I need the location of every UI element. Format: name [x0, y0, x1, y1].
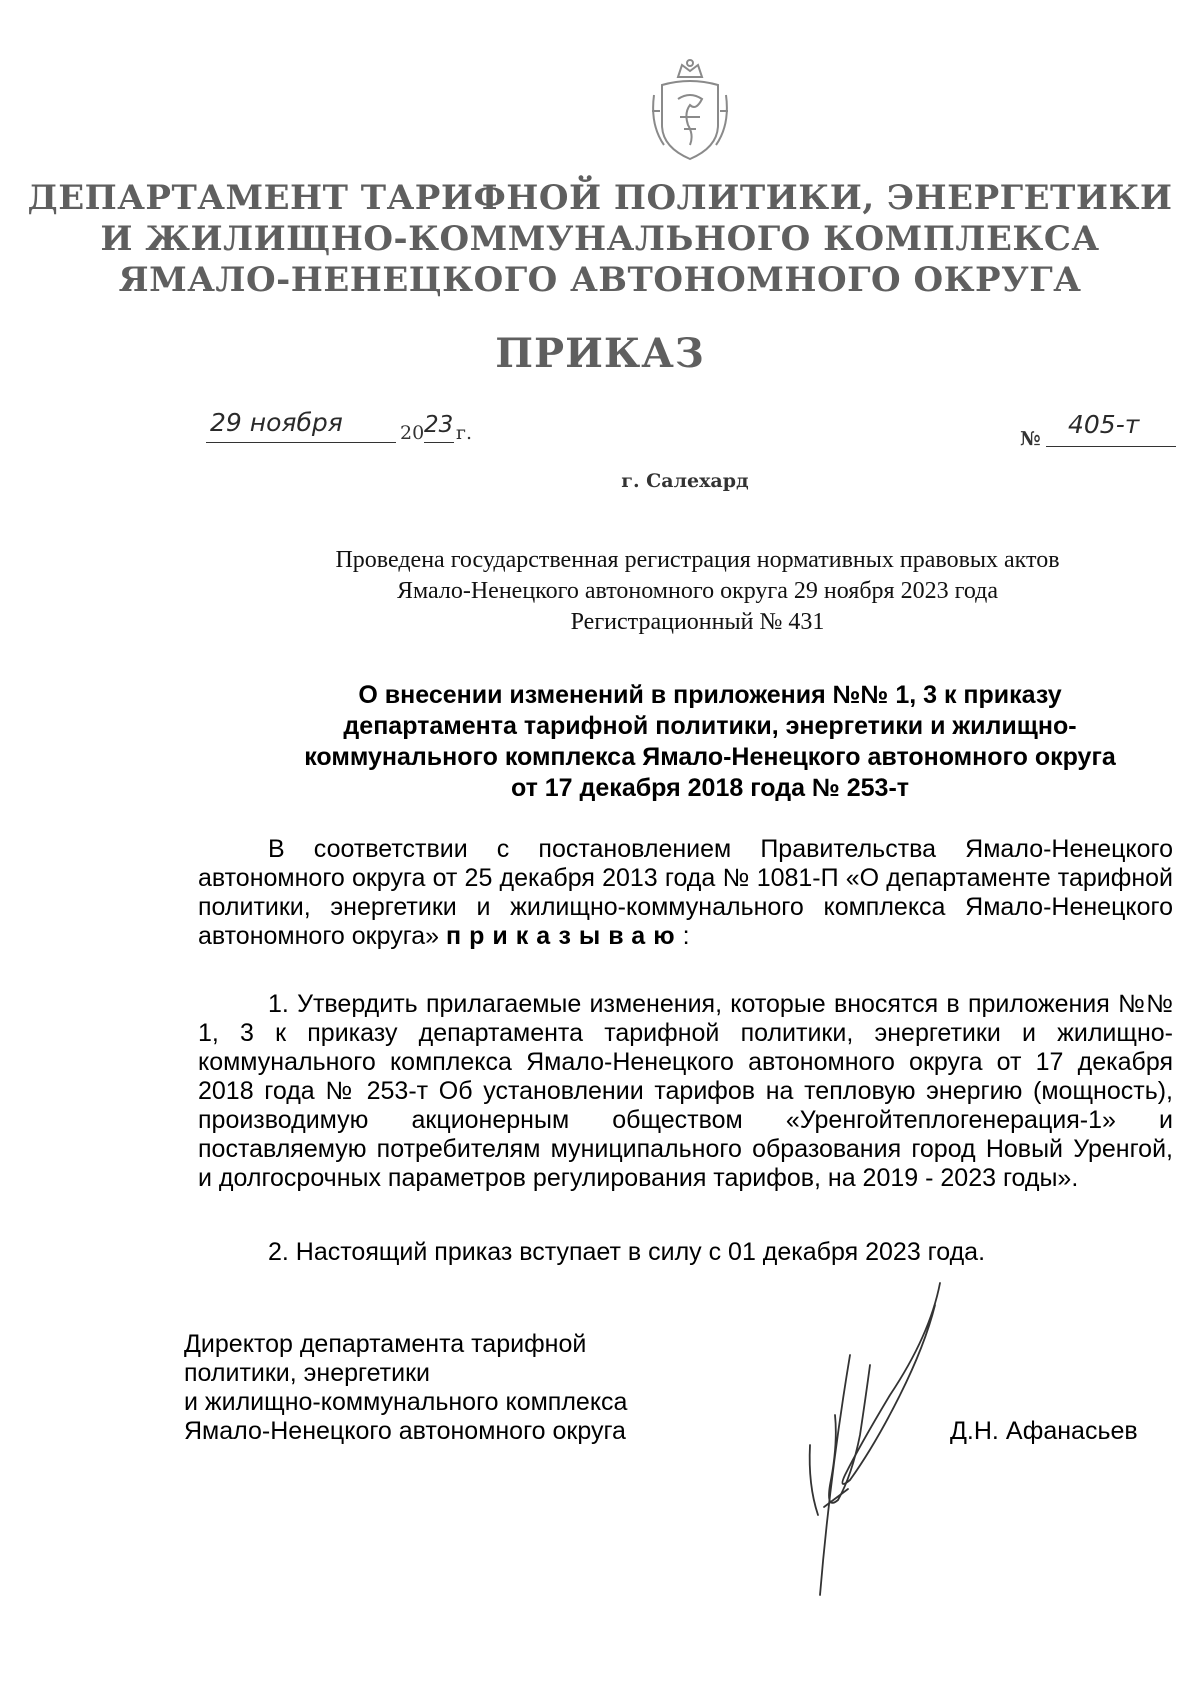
- signatory-position: [184, 1330, 744, 1446]
- signatory-position-line-2: политики, энергетики: [184, 1359, 430, 1387]
- signatory-position-line-1: Директор департамента тарифной: [184, 1330, 587, 1358]
- department-name-line-1: ДЕПАРТАМЕНТ ТАРИФНОЙ ПОЛИТИКИ, ЭНЕРГЕТИКИ: [27, 178, 1173, 218]
- registration-line-1: Проведена государственная регистрация нормативных правовых актов: [335, 547, 1060, 573]
- subject-line-3: коммунального комплекса Ямало-Ненецкого автономного округа: [304, 743, 1116, 771]
- preamble-end: :: [682, 922, 690, 950]
- registration-line-3: Регистрационный № 431: [570, 609, 825, 635]
- subject-line-4: от 17 декабря 2018 года № 253-т: [510, 774, 910, 802]
- order-word: приказываю: [446, 922, 683, 950]
- handwritten-order-number: 405-т: [1068, 410, 1140, 439]
- city: г. Салехард: [621, 470, 749, 492]
- coat-of-arms-emblem: [648, 55, 732, 163]
- year-unit: г.: [456, 422, 472, 444]
- department-name-line-2: И ЖИЛИЩНО-КОММУНАЛЬНОГО КОМПЛЕКСА: [100, 219, 1100, 259]
- handwritten-year: 23: [424, 412, 454, 438]
- preamble-text: В соответствии с постановлением Правительства Ямало-Ненецкого автономного округа от 25 декабря 2013 года № 1081-П «О департаменте тарифной политики, энергетики и жилищно-коммунального комплекса Ямало-Ненецкого автономного округа»: [198, 835, 1173, 950]
- subject-line-2: департамента тарифной политики, энергетики и жилищно-: [343, 712, 1077, 740]
- item-1-paragraph: 1. Утвердить прилагаемые изменения, которые вносятся в приложения №№ 1, 3 к приказу департамента тарифной политики, энергетики и жилищно-коммунального комплекса Ямало-Ненецкого автономного округа от 17 декабря 2018 года № 253-т Об установлении тарифов на тепловую энергию (мощность), производимую акционерным обществом «Уренгойтеплогенерация-1» и поставляемую потребителям муниципального образования город Новый Уренгой, и долгосрочных параметров регулирования тарифов, на 2019 - 2023 годы».: [198, 990, 1173, 1192]
- order-number-label: №: [1020, 428, 1041, 450]
- registration-line-2: Ямало-Ненецкого автономного округа 29 ноября 2023 года: [396, 578, 999, 604]
- handwritten-signature: [790, 1275, 950, 1605]
- signatory-position-line-4: Ямало-Ненецкого автономного округа: [184, 1417, 626, 1445]
- order-title: ПРИКАЗ: [495, 330, 705, 377]
- item-2-paragraph: 2. Настоящий приказ вступает в силу с 01 декабря 2023 года.: [268, 1238, 986, 1266]
- department-name-line-3: ЯМАЛО-НЕНЕЦКОГО АВТОНОМНОГО ОКРУГА: [118, 260, 1082, 300]
- signatory-position-line-3: и жилищно-коммунального комплекса: [184, 1388, 628, 1416]
- preamble-paragraph: [198, 835, 1173, 951]
- signatory-name: Д.Н. Афанасьев: [950, 1417, 1138, 1445]
- handwritten-date: 29 ноября: [210, 408, 343, 437]
- subject-line-1: О внесении изменений в приложения №№ 1, 3 к приказу: [358, 681, 1062, 709]
- year-prefix: 20: [400, 422, 425, 444]
